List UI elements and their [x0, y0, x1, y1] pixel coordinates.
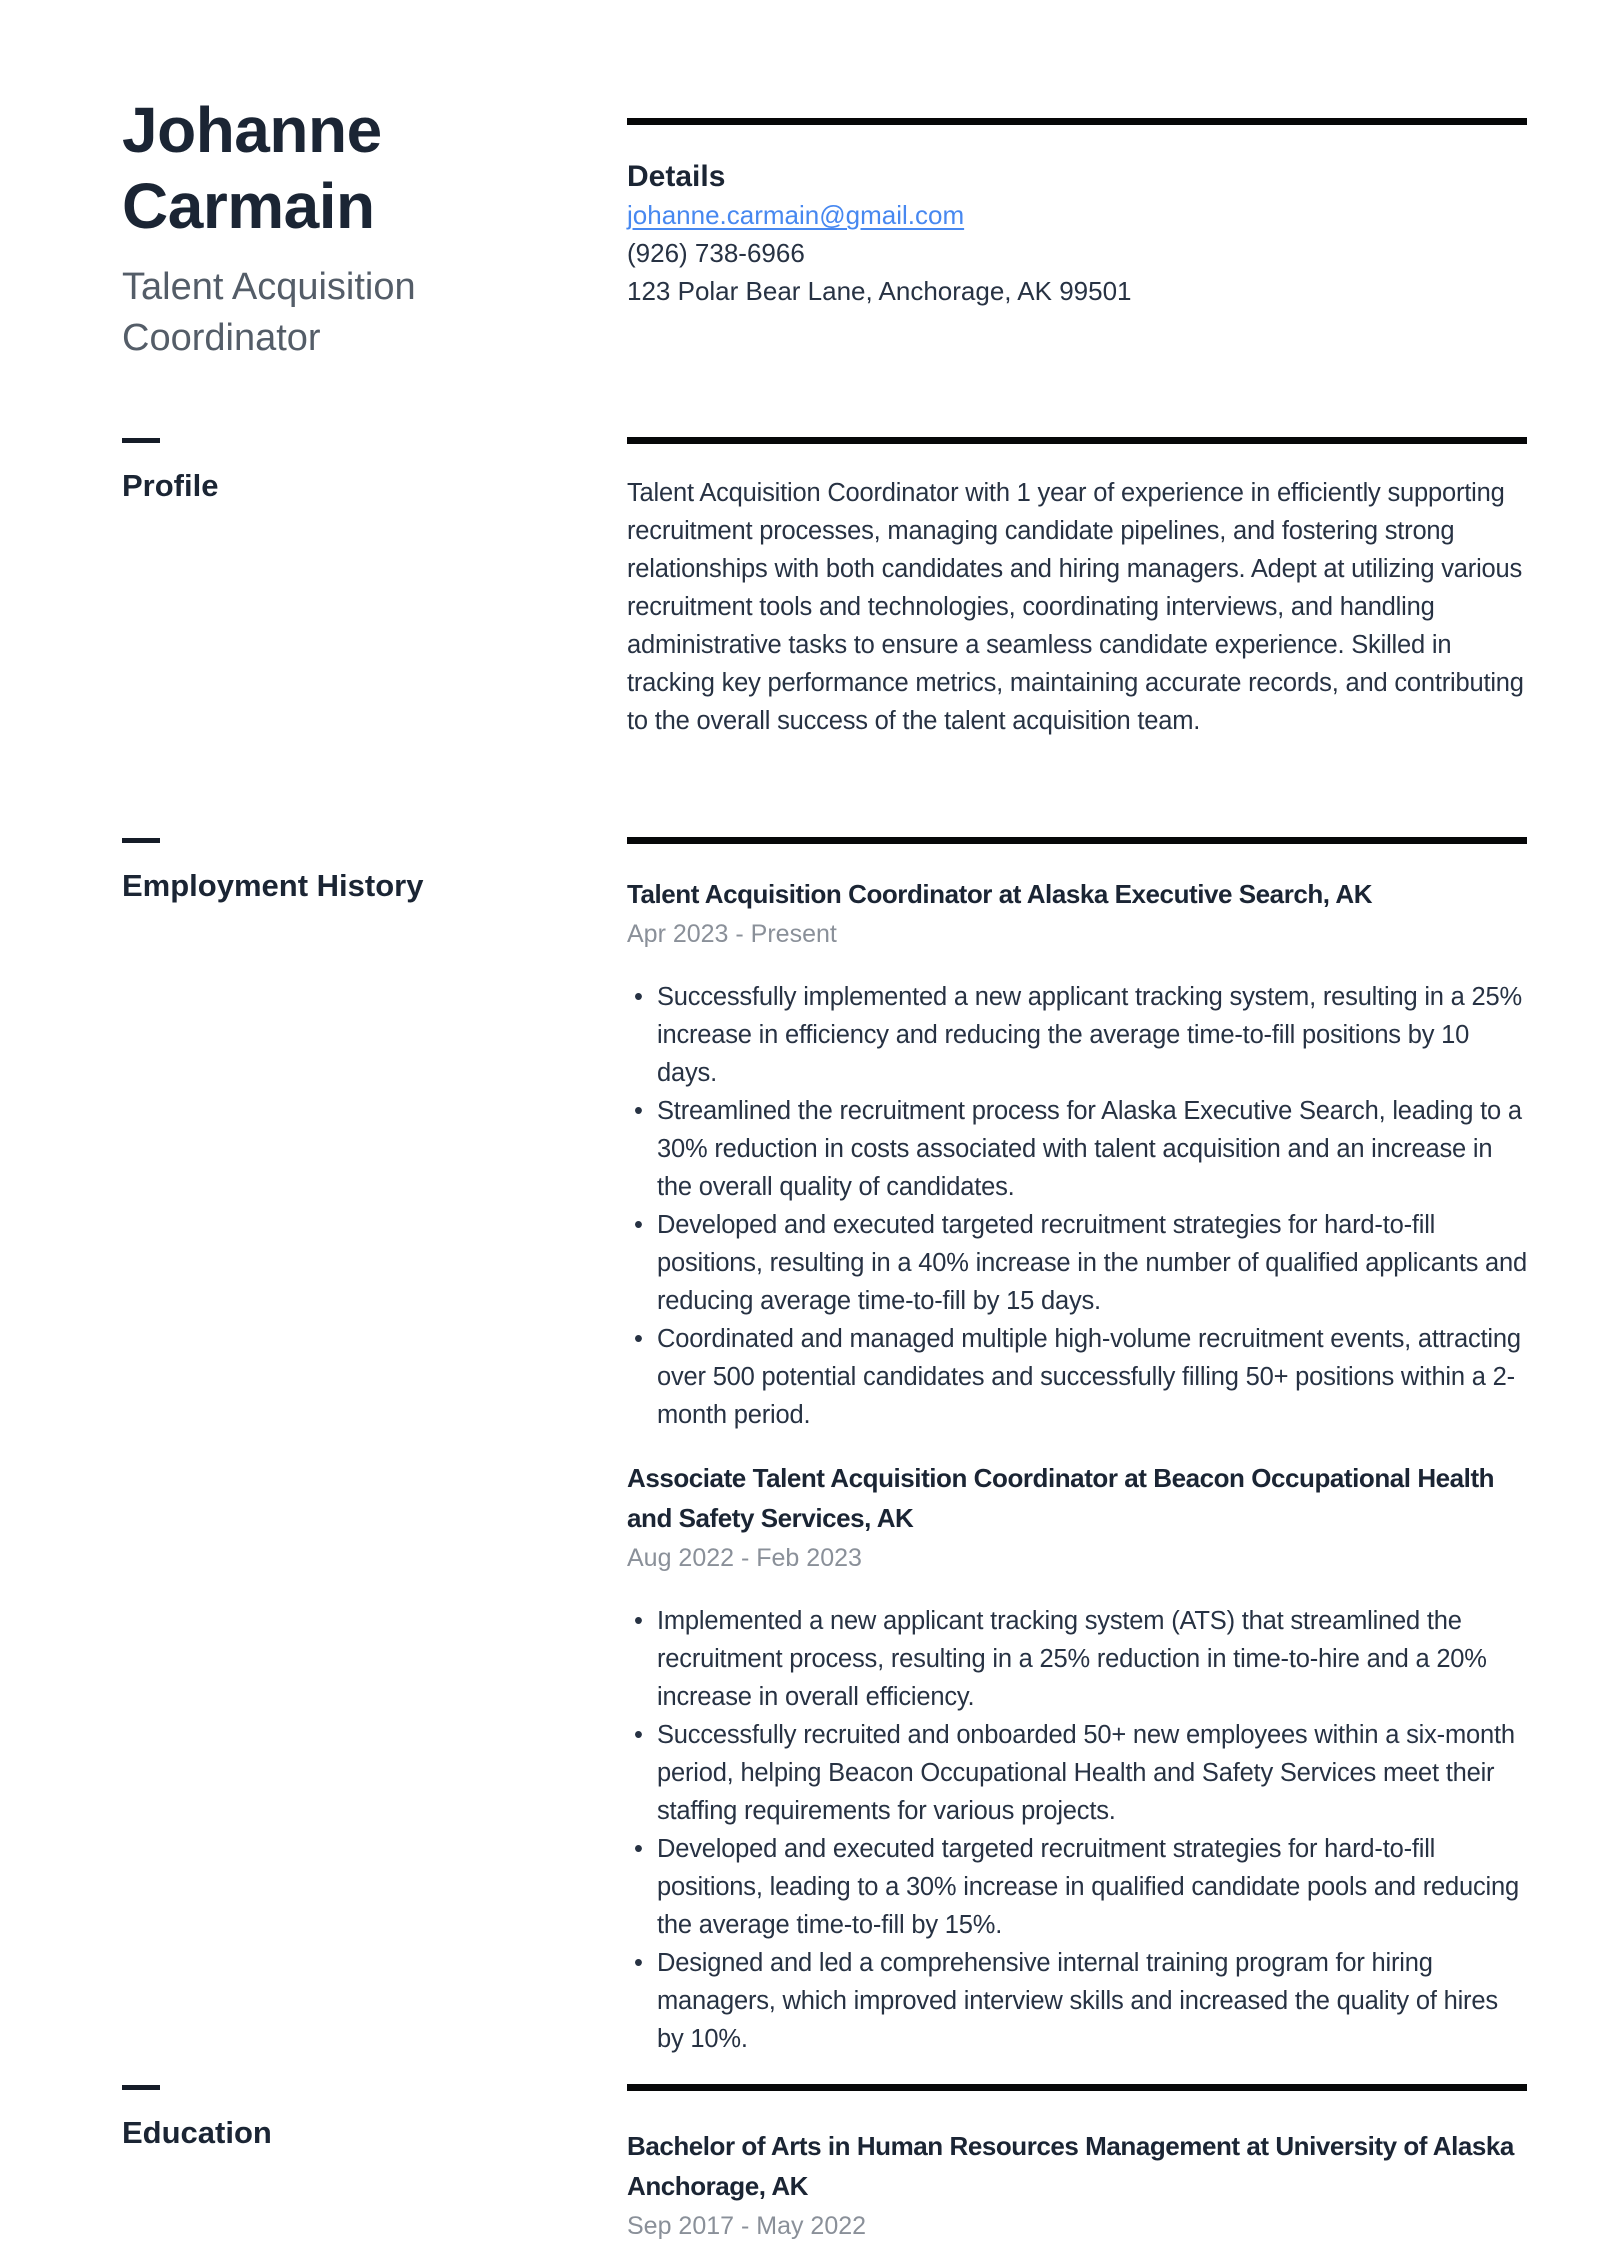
- candidate-name: Johanne Carmain: [122, 94, 382, 242]
- job-dates: Aug 2022 - Feb 2023: [627, 1544, 862, 1572]
- profile-section: [627, 437, 1527, 740]
- employment-history-section: [627, 837, 1527, 2058]
- contact-phone: (926) 738-6966: [627, 238, 805, 268]
- profile-text: Talent Acquisition Coordinator with 1 year of experience in efficiently supporting recruitment processes, managing candidate pipelines, and fostering strong relationships with both candidates and hiring managers. Adept at utilizing various recruitment tools and technologies, coordinating interviews, and handling administrative tasks to ensure a seamless candidate experience. Skilled in tracking key performance metrics, maintaining accurate records, and contributing to the overall success of the talent acquisition team.: [627, 479, 1524, 735]
- section-dash: [122, 2085, 160, 2090]
- employment-label-block: [122, 837, 584, 905]
- header-identity: [122, 92, 584, 364]
- details-section: [627, 118, 1527, 310]
- job-bullet: • Designed and led a comprehensive internal training program for hiring managers, which improved interview skills and increased the quality of hires by 10%.: [627, 1944, 1527, 2058]
- job-entry: [627, 1458, 1527, 2058]
- section-divider: [627, 837, 1527, 844]
- job-bullet: • Implemented a new applicant tracking system (ATS) that streamlined the recruitment process, resulting in a 25% reduction in time-to-hire and a 20% increase in overall efficiency.: [627, 1602, 1527, 1716]
- job-dates: Apr 2023 - Present: [627, 920, 837, 948]
- section-divider: [627, 118, 1527, 125]
- section-divider: [627, 437, 1527, 444]
- education-degree: Bachelor of Arts in Human Resources Management at University of Alaska Anchorage, AK: [627, 2131, 1514, 2201]
- employment-history-label: Employment History: [122, 868, 424, 903]
- job-bullet: • Successfully implemented a new applicant tracking system, resulting in a 25% increase in efficiency and reducing the average time-to-fill positions by 10 days.: [627, 978, 1527, 1092]
- education-label-block: [122, 2084, 584, 2152]
- profile-label-block: [122, 437, 584, 505]
- job-entry: [627, 874, 1527, 1434]
- job-bullet: • Developed and executed targeted recruitment strategies for hard-to-fill positions, resulting in a 40% increase in the number of qualified applicants and reducing average time-to-fill by 15 days.: [627, 1206, 1527, 1320]
- job-bullet: • Coordinated and managed multiple high-volume recruitment events, attracting over 500 potential candidates and successfully filling 50+ positions within a 2-month period.: [627, 1320, 1527, 1434]
- job-bullet: • Developed and executed targeted recruitment strategies for hard-to-fill positions, leading to a 30% increase in qualified candidate pools and reducing the average time-to-fill by 15%.: [627, 1830, 1527, 1944]
- candidate-title: Talent Acquisition Coordinator: [122, 266, 416, 359]
- job-bullet-list: [627, 1602, 1527, 2058]
- section-dash: [122, 438, 160, 443]
- education-dates: Sep 2017 - May 2022: [627, 2212, 867, 2240]
- job-title: Talent Acquisition Coordinator at Alaska Executive Search, AK: [627, 879, 1373, 909]
- job-bullet: • Successfully recruited and onboarded 50+ new employees within a six-month period, helping Beacon Occupational Health and Safety Services meet their staffing requirements for various projects.: [627, 1716, 1527, 1830]
- job-bullet-list: [627, 978, 1527, 1434]
- education-label: Education: [122, 2115, 272, 2150]
- profile-label: Profile: [122, 468, 219, 503]
- contact-address: 123 Polar Bear Lane, Anchorage, AK 99501: [627, 276, 1132, 306]
- section-divider: [627, 2084, 1527, 2091]
- details-heading: Details: [627, 160, 726, 193]
- contact-email-line: [627, 196, 1527, 234]
- email-link[interactable]: johanne.carmain@gmail.com: [627, 200, 965, 230]
- job-bullet: • Streamlined the recruitment process for Alaska Executive Search, leading to a 30% reduction in costs associated with talent acquisition and an increase in the overall quality of candidates.: [627, 1092, 1527, 1206]
- section-dash: [122, 838, 160, 843]
- job-title: Associate Talent Acquisition Coordinator at Beacon Occupational Health and Safety Services, AK: [627, 1463, 1495, 1533]
- education-section: [627, 2084, 1527, 2244]
